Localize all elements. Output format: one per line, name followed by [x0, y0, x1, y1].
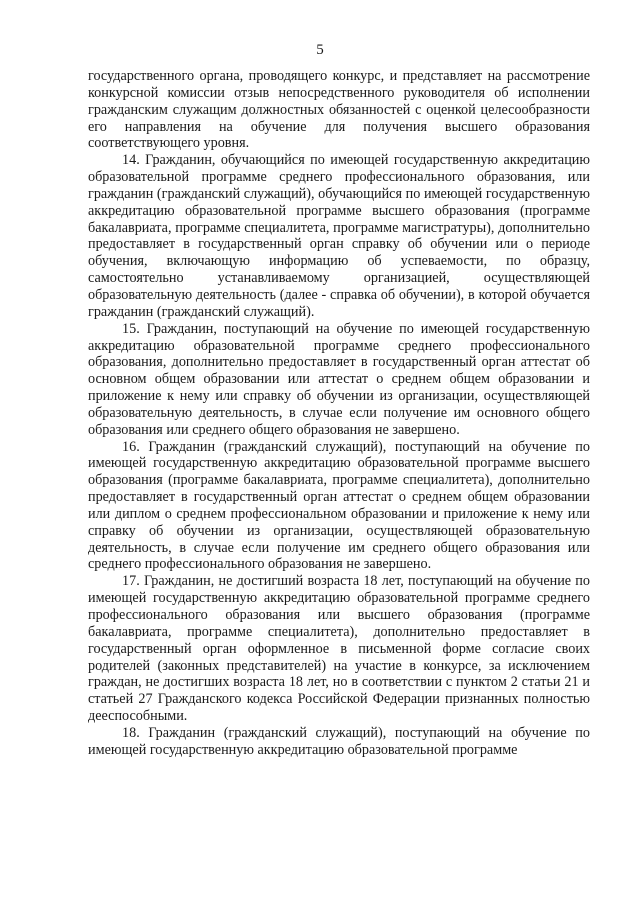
paragraph-17: 17. Гражданин, не достигший возраста 18 лет, поступающий на обучение по имеющей государственную аккредитацию образовательной программе среднего профессионального образования или высшего образования (программе бакалавриата, программе специалитета), дополнительно предоставляет в государственный орган оформленное в письменной форме согласие своих родителей (законных представителей) на участие в конкурсе, за исключением граждан, не достигших возраста 18 лет, но в соответствии с пунктом 2 статьи 21 и статьей 27 Гражданского кодекса Российской Федерации признанных полностью дееспособными. [88, 573, 590, 725]
paragraph-14: 14. Гражданин, обучающийся по имеющей государственную аккредитацию образовательной программе среднего профессионального образования, или гражданин (гражданский служащий), обучающийся по имеющей государственную аккредитацию образовательной программе высшего образования (программе бакалавриата, программе специалитета, программе магистратуры), дополнительно предоставляет в государственный орган справку об обучении или о периоде обучения, включающую информацию об успеваемости, по образцу, самостоятельно устанавливаемому организацией, осуществляющей образовательную деятельность (далее - справка об обучении), в которой обучается гражданин (гражданский служащий). [88, 152, 590, 320]
page-number: 5 [316, 42, 324, 58]
paragraph-continuation: государственного органа, проводящего конкурс, и представляет на рассмотрение конкурсной комиссии отзыв непосредственного руководителя об исполнении гражданским служащим должностных обязанностей с оценкой целесообразности его направления на обучение для получения высшего образования соответствующего уровня. [88, 68, 590, 152]
paragraph-18: 18. Гражданин (гражданский служащий), поступающий на обучение по имеющей государственную аккредитацию образовательной программе [88, 724, 590, 758]
paragraph-15: 15. Гражданин, поступающий на обучение по имеющей государственную аккредитацию образовательной программе среднего профессионального образования, дополнительно предоставляет в государственный орган аттестат об основном общем образовании или аттестат о среднем общем образовании и приложение к нему или справку об обучении из организации, осуществляющей образовательную деятельность, в случае если получение им основного общего образования или среднего общего образования не завершено. [88, 320, 590, 438]
paragraph-16: 16. Гражданин (гражданский служащий), поступающий на обучение по имеющей государственную аккредитацию образовательной программе высшего образования (программе бакалавриата, программе специалитета), дополнительно предоставляет в государственный орган аттестат о среднем общем образовании или диплом о среднем профессиональном образовании и приложение к нему или справку об обучении из организации, осуществляющей образовательную деятельность, в случае если получение им среднего общего образования или среднего профессионального образования не завершено. [88, 438, 590, 573]
document-body [88, 68, 590, 759]
